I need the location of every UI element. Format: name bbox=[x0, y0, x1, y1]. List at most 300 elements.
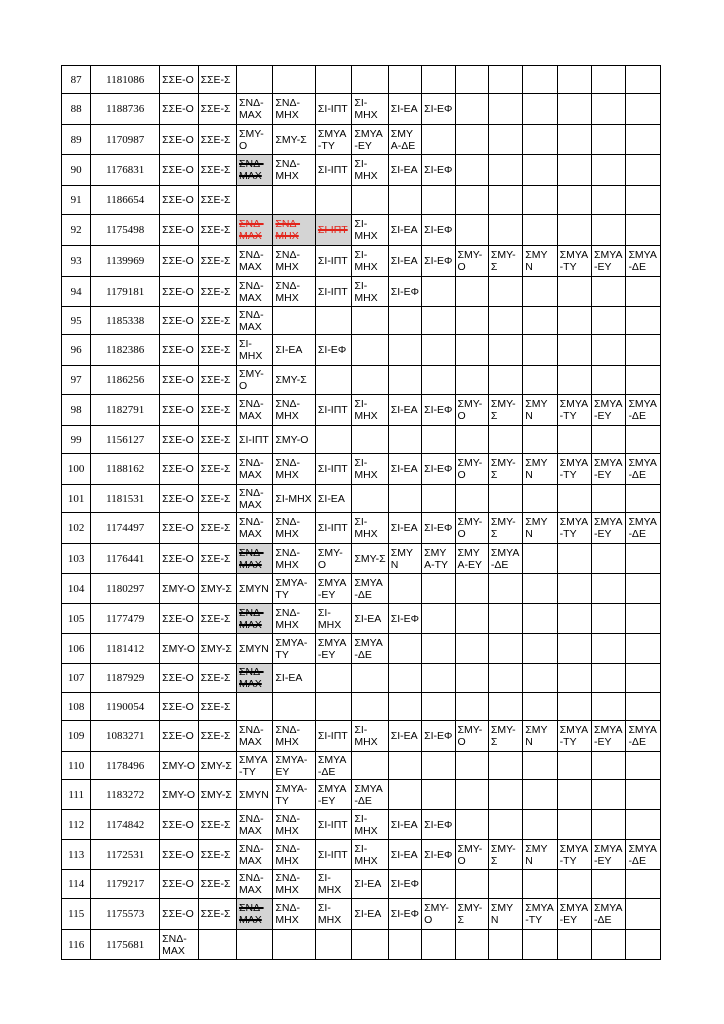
table-cell bbox=[315, 426, 351, 454]
table-cell: ΣΜΥΑ-ΕΥ bbox=[352, 125, 388, 155]
table-cell bbox=[626, 664, 661, 693]
table-cell bbox=[523, 634, 557, 664]
table-cell bbox=[422, 604, 455, 634]
table-cell bbox=[422, 186, 455, 215]
row-id: 1175573 bbox=[91, 899, 160, 930]
table-cell bbox=[592, 634, 626, 664]
table-cell: ΣΣΕ-Σ bbox=[198, 664, 236, 693]
table-cell bbox=[557, 930, 591, 960]
table-cell: ΣΙ-ΜΗΧ bbox=[315, 899, 351, 930]
table-cell: ΣΙ-ΙΠΤ bbox=[315, 513, 351, 544]
table-row bbox=[62, 840, 661, 870]
row-id: 1172531 bbox=[91, 840, 160, 870]
table-cell: ΣΣΕ-Ο bbox=[160, 664, 198, 693]
table-cell bbox=[455, 94, 488, 125]
table-cell: ΣΙ-ΜΗΧ bbox=[352, 94, 388, 125]
table-cell: ΣΙ-ΕΦ bbox=[422, 155, 455, 186]
table-cell bbox=[455, 664, 488, 693]
table-row bbox=[62, 66, 661, 94]
row-number: 87 bbox=[62, 66, 91, 94]
table-cell: ΣΙ-ΕΑ bbox=[388, 215, 421, 246]
table-cell bbox=[488, 780, 522, 810]
table-cell: ΣΣΕ-Ο bbox=[160, 899, 198, 930]
table-cell bbox=[523, 125, 557, 155]
table-cell bbox=[626, 693, 661, 721]
table-cell: ΣΜΥΑ-ΤΥ bbox=[557, 454, 591, 485]
table-cell: ΣΜΥΝ bbox=[237, 780, 273, 810]
table-cell bbox=[523, 604, 557, 634]
table-row bbox=[62, 899, 661, 930]
table-cell bbox=[455, 693, 488, 721]
row-id: 1181412 bbox=[91, 634, 160, 664]
table-cell: ΣΝΔ-ΜΑΧ bbox=[237, 870, 273, 899]
table-cell: ΣΣΕ-Ο bbox=[160, 395, 198, 426]
table-cell bbox=[422, 930, 455, 960]
table-row bbox=[62, 604, 661, 634]
table-cell bbox=[626, 277, 661, 307]
table-cell: ΣΜΥΑ-ΕΥ bbox=[315, 574, 351, 604]
table-cell bbox=[626, 930, 661, 960]
table-cell bbox=[488, 752, 522, 780]
table-cell: ΣΙ-ΕΑ bbox=[352, 899, 388, 930]
table-cell: ΣΙ-ΕΦ bbox=[388, 899, 421, 930]
table-cell bbox=[388, 335, 421, 366]
table-cell: ΣΙ-ΙΠΤ bbox=[315, 810, 351, 840]
table-cell bbox=[488, 810, 522, 840]
row-number: 88 bbox=[62, 94, 91, 125]
table-cell: ΣΝΔ-ΜΗΧ bbox=[273, 246, 315, 277]
table-cell: ΣΜΥΑ-ΔΕ bbox=[626, 721, 661, 752]
table-cell bbox=[626, 544, 661, 574]
table-cell bbox=[523, 810, 557, 840]
table-cell bbox=[626, 125, 661, 155]
table-cell: ΣΙ-ΕΑ bbox=[388, 246, 421, 277]
table-cell bbox=[557, 186, 591, 215]
table-cell: ΣΜΥΑ-ΤΥ bbox=[273, 574, 315, 604]
table-cell bbox=[592, 574, 626, 604]
table-cell: ΣΜΥΑ-ΕΥ bbox=[557, 899, 591, 930]
row-number: 110 bbox=[62, 752, 91, 780]
table-cell bbox=[388, 307, 421, 335]
table-cell bbox=[557, 426, 591, 454]
table-cell: ΣΙ-ΕΑ bbox=[352, 604, 388, 634]
table-cell: ΣΜΥ-Ο bbox=[422, 899, 455, 930]
table-cell bbox=[592, 186, 626, 215]
table-cell: ΣΜΥ-Σ bbox=[488, 513, 522, 544]
table-row bbox=[62, 544, 661, 574]
table-cell: ΣΣΕ-Σ bbox=[198, 454, 236, 485]
table-cell: ΣΜΥΑ-ΔΕ bbox=[626, 840, 661, 870]
table-cell bbox=[626, 870, 661, 899]
table-cell: ΣΜΥΝ bbox=[523, 395, 557, 426]
table-cell: ΣΣΕ-Ο bbox=[160, 426, 198, 454]
table-cell bbox=[273, 186, 315, 215]
table-cell bbox=[488, 335, 522, 366]
table-cell bbox=[388, 186, 421, 215]
table-cell: ΣΜΥ-Ο bbox=[160, 752, 198, 780]
table-cell bbox=[523, 307, 557, 335]
row-number: 108 bbox=[62, 693, 91, 721]
table-cell bbox=[352, 186, 388, 215]
table-cell bbox=[422, 485, 455, 513]
table-cell: ΣΜΥΑ-ΔΕ bbox=[626, 454, 661, 485]
table-cell: ΣΙ-ΕΑ bbox=[273, 335, 315, 366]
table-cell: ΣΜΥ-Σ bbox=[352, 544, 388, 574]
table-cell bbox=[352, 485, 388, 513]
table-cell: ΣΜΥ-Ο bbox=[160, 780, 198, 810]
table-cell bbox=[488, 485, 522, 513]
row-id: 1181531 bbox=[91, 485, 160, 513]
table-cell bbox=[422, 870, 455, 899]
table-cell: ΣΜΥΝ bbox=[523, 721, 557, 752]
table-cell bbox=[388, 930, 421, 960]
table-cell: ΣΜΥ-Ο bbox=[160, 574, 198, 604]
table-cell: ΣΙ-ΕΦ bbox=[388, 870, 421, 899]
table-cell: ΣΣΕ-Σ bbox=[198, 840, 236, 870]
table-cell bbox=[523, 426, 557, 454]
table-cell: ΣΙ-ΕΦ bbox=[422, 246, 455, 277]
table-cell bbox=[557, 307, 591, 335]
table-cell: ΣΜΥΑ-ΤΥ bbox=[557, 513, 591, 544]
table-cell bbox=[422, 426, 455, 454]
table-row bbox=[62, 307, 661, 335]
table-cell: ΣΜΥΝ bbox=[523, 840, 557, 870]
table-cell bbox=[557, 125, 591, 155]
table-cell bbox=[626, 155, 661, 186]
row-number: 89 bbox=[62, 125, 91, 155]
table-cell: ΣΙ-ΜΗΧ bbox=[352, 454, 388, 485]
table-cell bbox=[488, 930, 522, 960]
table-cell: ΣΜΥΑ-ΕΥ bbox=[592, 513, 626, 544]
table-cell bbox=[488, 366, 522, 395]
row-id: 1182386 bbox=[91, 335, 160, 366]
table-cell: ΣΙ-ΙΠΤ bbox=[315, 840, 351, 870]
table-cell: ΣΙ-ΕΦ bbox=[388, 277, 421, 307]
table-cell bbox=[455, 634, 488, 664]
table-cell bbox=[315, 693, 351, 721]
table-cell bbox=[557, 215, 591, 246]
table-row bbox=[62, 870, 661, 899]
table-cell: ΣΙ-ΜΗΧ bbox=[352, 721, 388, 752]
table-cell bbox=[626, 94, 661, 125]
table-cell: ΣΜΥΑ-ΕΥ bbox=[592, 454, 626, 485]
table-cell: ΣΙ-ΕΦ bbox=[422, 395, 455, 426]
table-cell bbox=[352, 693, 388, 721]
table-cell: ΣΣΕ-Ο bbox=[160, 513, 198, 544]
table-cell: ΣΝΔ-ΜΑΧ bbox=[237, 544, 273, 574]
table-cell: ΣΙ-ΜΗΧ bbox=[352, 215, 388, 246]
table-cell: ΣΣΕ-Σ bbox=[198, 186, 236, 215]
table-cell: ΣΙ-ΜΗΧ bbox=[352, 155, 388, 186]
table-cell: ΣΜΥΑ-ΕΥ bbox=[592, 721, 626, 752]
table-cell: ΣΝΔ-ΜΑΧ bbox=[160, 930, 198, 960]
row-number: 109 bbox=[62, 721, 91, 752]
table-cell: ΣΜΥΝ bbox=[523, 246, 557, 277]
table-cell: ΣΝΔ-ΜΑΧ bbox=[237, 395, 273, 426]
table-cell: ΣΣΕ-Σ bbox=[198, 485, 236, 513]
table-cell: ΣΜΥΑ-ΔΕ bbox=[352, 634, 388, 664]
table-cell: ΣΝΔ-ΜΗΧ bbox=[273, 721, 315, 752]
table-cell bbox=[557, 574, 591, 604]
table-cell: ΣΜΥ-Σ bbox=[488, 246, 522, 277]
table-cell bbox=[626, 810, 661, 840]
table-cell bbox=[352, 664, 388, 693]
table-cell: ΣΜΥ-Ο bbox=[237, 366, 273, 395]
table-cell bbox=[557, 366, 591, 395]
table-cell: ΣΝΔ-ΜΑΧ bbox=[237, 899, 273, 930]
table-row bbox=[62, 513, 661, 544]
row-number: 100 bbox=[62, 454, 91, 485]
table-cell bbox=[455, 574, 488, 604]
table-cell: ΣΣΕ-Ο bbox=[160, 870, 198, 899]
table-cell: ΣΜΥΝ bbox=[388, 544, 421, 574]
table-cell: ΣΝΔ-ΜΗΧ bbox=[273, 454, 315, 485]
table-cell: ΣΣΕ-Ο bbox=[160, 125, 198, 155]
row-number: 113 bbox=[62, 840, 91, 870]
table-cell bbox=[422, 335, 455, 366]
table-cell: ΣΝΔ-ΜΗΧ bbox=[273, 395, 315, 426]
table-cell: ΣΣΕ-Ο bbox=[160, 246, 198, 277]
table-cell: ΣΜΥΑ-ΤΥ bbox=[273, 780, 315, 810]
table-cell: ΣΜΥ-Σ bbox=[198, 634, 236, 664]
table-cell bbox=[592, 155, 626, 186]
table-cell bbox=[273, 66, 315, 94]
table-cell bbox=[592, 366, 626, 395]
table-cell bbox=[455, 426, 488, 454]
table-cell: ΣΜΥ-Σ bbox=[198, 752, 236, 780]
table-cell bbox=[557, 544, 591, 574]
table-cell bbox=[557, 277, 591, 307]
row-id: 1178496 bbox=[91, 752, 160, 780]
table-cell bbox=[455, 752, 488, 780]
table-cell: ΣΙ-ΜΗΧ bbox=[352, 810, 388, 840]
table-cell bbox=[488, 155, 522, 186]
table-cell bbox=[488, 604, 522, 634]
table-cell: ΣΣΕ-Σ bbox=[198, 870, 236, 899]
table-cell bbox=[352, 426, 388, 454]
table-cell: ΣΙ-ΕΑ bbox=[273, 664, 315, 693]
row-id: 1176441 bbox=[91, 544, 160, 574]
table-cell: ΣΣΕ-Σ bbox=[198, 693, 236, 721]
table-cell: ΣΜΥΑ-ΤΥ bbox=[237, 752, 273, 780]
table-cell bbox=[557, 335, 591, 366]
table-row bbox=[62, 574, 661, 604]
table-cell bbox=[352, 752, 388, 780]
table-row bbox=[62, 485, 661, 513]
table-row bbox=[62, 752, 661, 780]
table-cell: ΣΜΥΑ-ΔΕ bbox=[626, 246, 661, 277]
table-cell bbox=[523, 366, 557, 395]
table-row bbox=[62, 810, 661, 840]
table-cell bbox=[237, 693, 273, 721]
table-cell: ΣΜΥΑ-ΔΕ bbox=[488, 544, 522, 574]
row-number: 114 bbox=[62, 870, 91, 899]
row-id: 1174497 bbox=[91, 513, 160, 544]
table-cell bbox=[626, 780, 661, 810]
table-cell: ΣΣΕ-Ο bbox=[160, 94, 198, 125]
table-cell: ΣΙ-ΙΠΤ bbox=[315, 395, 351, 426]
table-row bbox=[62, 426, 661, 454]
table-row bbox=[62, 155, 661, 186]
table-cell bbox=[422, 752, 455, 780]
table-cell: ΣΙ-ΙΠΤ bbox=[315, 246, 351, 277]
table-cell: ΣΜΥ-Ο bbox=[455, 246, 488, 277]
table-cell: ΣΙ-ΜΗΧ bbox=[273, 485, 315, 513]
table-cell bbox=[488, 693, 522, 721]
row-id: 1177479 bbox=[91, 604, 160, 634]
table-cell: ΣΝΔ-ΜΑΧ bbox=[237, 246, 273, 277]
table-cell: ΣΜΥΑ-ΕΥ bbox=[273, 752, 315, 780]
table-cell: ΣΜΥ-Σ bbox=[273, 366, 315, 395]
row-id: 1183272 bbox=[91, 780, 160, 810]
row-number: 91 bbox=[62, 186, 91, 215]
table-cell: ΣΝΔ-ΜΗΧ bbox=[273, 94, 315, 125]
table-cell bbox=[557, 66, 591, 94]
table-cell: ΣΜΥΑ-ΔΕ bbox=[352, 780, 388, 810]
table-cell bbox=[592, 930, 626, 960]
table-cell: ΣΙ-ΕΦ bbox=[422, 810, 455, 840]
row-id: 1170987 bbox=[91, 125, 160, 155]
table-cell: ΣΙ-ΕΑ bbox=[388, 840, 421, 870]
table-cell bbox=[455, 277, 488, 307]
table-cell: ΣΣΕ-Ο bbox=[160, 840, 198, 870]
table-cell bbox=[388, 574, 421, 604]
table-cell bbox=[523, 335, 557, 366]
table-cell bbox=[523, 485, 557, 513]
table-row bbox=[62, 693, 661, 721]
row-number: 116 bbox=[62, 930, 91, 960]
row-number: 99 bbox=[62, 426, 91, 454]
table-cell: ΣΙ-ΕΦ bbox=[388, 604, 421, 634]
row-id: 1139969 bbox=[91, 246, 160, 277]
table-cell bbox=[523, 780, 557, 810]
table-cell bbox=[315, 930, 351, 960]
table-row bbox=[62, 664, 661, 693]
table-cell: ΣΣΕ-Ο bbox=[160, 186, 198, 215]
row-id: 1186654 bbox=[91, 186, 160, 215]
table-cell bbox=[523, 930, 557, 960]
table-cell bbox=[455, 870, 488, 899]
table-cell bbox=[488, 94, 522, 125]
row-number: 104 bbox=[62, 574, 91, 604]
table-cell: ΣΜΥΑ-ΔΕ bbox=[388, 125, 421, 155]
table-cell bbox=[422, 780, 455, 810]
table-cell bbox=[315, 186, 351, 215]
table-cell bbox=[422, 277, 455, 307]
table-cell bbox=[388, 66, 421, 94]
table-cell bbox=[523, 693, 557, 721]
table-cell bbox=[488, 574, 522, 604]
table-cell bbox=[626, 634, 661, 664]
table-cell bbox=[592, 810, 626, 840]
table-cell: ΣΙ-ΕΑ bbox=[388, 810, 421, 840]
table-cell bbox=[592, 94, 626, 125]
table-cell: ΣΜΥ-Σ bbox=[488, 721, 522, 752]
table-cell: ΣΙ-ΕΦ bbox=[422, 94, 455, 125]
table-cell: ΣΙ-ΕΦ bbox=[422, 840, 455, 870]
row-id: 1185338 bbox=[91, 307, 160, 335]
table-cell bbox=[488, 307, 522, 335]
row-number: 107 bbox=[62, 664, 91, 693]
table-cell bbox=[557, 94, 591, 125]
table-cell: ΣΜΥΝ bbox=[237, 634, 273, 664]
row-number: 98 bbox=[62, 395, 91, 426]
table-cell: ΣΜΥΑ-ΤΥ bbox=[557, 840, 591, 870]
table-cell: ΣΙ-ΕΦ bbox=[422, 513, 455, 544]
table-cell bbox=[488, 215, 522, 246]
table-cell: ΣΙ-ΙΠΤ bbox=[315, 94, 351, 125]
table-cell: ΣΜΥ-Ο bbox=[455, 454, 488, 485]
table-cell bbox=[422, 307, 455, 335]
table-cell bbox=[557, 780, 591, 810]
table-cell: ΣΜΥΑ-ΔΕ bbox=[592, 899, 626, 930]
table-cell bbox=[488, 277, 522, 307]
table-cell bbox=[422, 664, 455, 693]
table-cell bbox=[626, 307, 661, 335]
table-cell bbox=[523, 66, 557, 94]
table-cell bbox=[422, 366, 455, 395]
table-cell: ΣΙ-ΕΑ bbox=[388, 395, 421, 426]
table-cell bbox=[626, 604, 661, 634]
table-cell: ΣΝΔ-ΜΑΧ bbox=[237, 513, 273, 544]
table-cell: ΣΣΕ-Ο bbox=[160, 155, 198, 186]
table-cell bbox=[273, 307, 315, 335]
table-cell: ΣΣΕ-Σ bbox=[198, 395, 236, 426]
row-id: 1188736 bbox=[91, 94, 160, 125]
table-cell bbox=[455, 125, 488, 155]
table-cell bbox=[523, 215, 557, 246]
table-cell: ΣΜΥ-Σ bbox=[488, 840, 522, 870]
table-cell: ΣΙ-ΕΑ bbox=[352, 870, 388, 899]
table-cell bbox=[455, 930, 488, 960]
table-cell bbox=[523, 186, 557, 215]
table-cell: ΣΙ-ΙΠΤ bbox=[237, 426, 273, 454]
table-cell: ΣΣΕ-Ο bbox=[160, 335, 198, 366]
table-cell bbox=[422, 574, 455, 604]
table-cell bbox=[455, 335, 488, 366]
table-cell bbox=[557, 664, 591, 693]
table-cell: ΣΙ-ΕΦ bbox=[315, 335, 351, 366]
table-cell bbox=[388, 634, 421, 664]
table-cell: ΣΜΥΑ-ΕΥ bbox=[592, 840, 626, 870]
row-id: 1180297 bbox=[91, 574, 160, 604]
table-cell bbox=[523, 277, 557, 307]
table-cell bbox=[455, 780, 488, 810]
table-cell bbox=[557, 604, 591, 634]
table-cell: ΣΜΥΑ-ΤΥ bbox=[557, 721, 591, 752]
table-cell: ΣΜΥΑ-ΤΥ bbox=[523, 899, 557, 930]
table-cell bbox=[557, 485, 591, 513]
table-cell bbox=[455, 155, 488, 186]
table-cell: ΣΣΕ-Ο bbox=[160, 454, 198, 485]
table-cell: ΣΜΥ Α-ΕΥ bbox=[455, 544, 488, 574]
table-cell: ΣΜΥ-Σ bbox=[455, 899, 488, 930]
table-cell bbox=[523, 544, 557, 574]
row-id: 1190054 bbox=[91, 693, 160, 721]
table-cell: ΣΜΥΑ-ΤΥ bbox=[273, 634, 315, 664]
row-id: 1179181 bbox=[91, 277, 160, 307]
table-cell: ΣΣΕ-Σ bbox=[198, 94, 236, 125]
table-cell: ΣΙ-ΜΗΧ bbox=[237, 335, 273, 366]
table-cell bbox=[523, 94, 557, 125]
row-id: 1182791 bbox=[91, 395, 160, 426]
table-cell bbox=[488, 634, 522, 664]
table-cell bbox=[626, 426, 661, 454]
table-cell: ΣΜΥ-Ο bbox=[273, 426, 315, 454]
table-cell bbox=[455, 186, 488, 215]
table-cell: ΣΙ-ΕΑ bbox=[315, 485, 351, 513]
row-id: 1175681 bbox=[91, 930, 160, 960]
